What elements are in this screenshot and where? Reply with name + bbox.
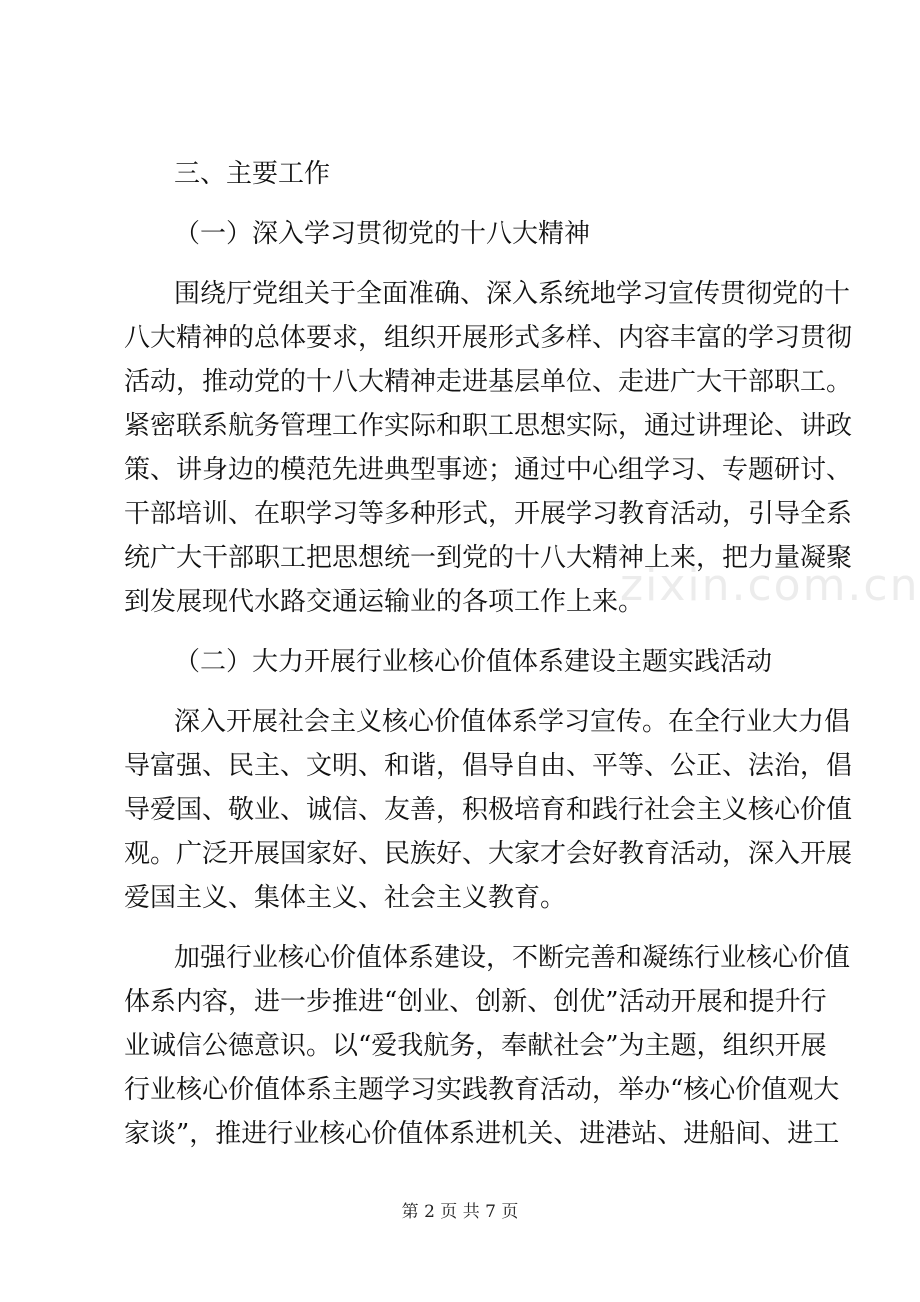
paragraph-line: 紧密联系航务管理工作实际和职工思想实际，通过讲理论、讲政: [124, 411, 853, 441]
document-body: [124, 152, 853, 1156]
paragraph-line: 干部培训、在职学习等多种形式，开展学习教育活动，引导全系: [124, 499, 853, 529]
paragraph-line: 导富强、民主、文明、和谐，倡导自由、平等、公正、法治，倡: [124, 751, 853, 781]
subsection-title-1: （一）深入学习贯彻党的十八大精神: [174, 219, 591, 249]
paragraph-line: 家谈”，推进行业核心价值体系进机关、进港站、进船间、进工: [124, 1119, 840, 1149]
paragraph-3: [124, 936, 851, 1156]
page-footer: 第 2 页 共 7 页: [401, 1202, 519, 1222]
paragraph-2: [124, 700, 853, 920]
paragraph-line: 八大精神的总体要求，组织开展形式多样、内容丰富的学习贯彻: [124, 323, 853, 353]
paragraph-1: [124, 272, 853, 624]
paragraph-line: 深入开展社会主义核心价值体系学习宣传。在全行业大力倡: [174, 707, 851, 737]
paragraph-line: 导爱国、敬业、诚信、友善，积极培育和践行社会主义核心价值: [124, 795, 853, 825]
paragraph-line: 围绕厅党组关于全面准确、深入系统地学习宣传贯彻党的十: [174, 279, 851, 309]
paragraph-line: 活动，推动党的十八大精神走进基层单位、走进广大干部职工。: [124, 367, 853, 397]
watermark: zixin.com.cn: [620, 560, 920, 611]
paragraph-line: 爱国主义、集体主义、社会主义教育。: [124, 883, 567, 913]
paragraph-line: 到发展现代水路交通运输业的各项工作上来。: [124, 587, 645, 617]
paragraph-line: 策、讲身边的模范先进典型事迹；通过中心组学习、专题研讨、: [124, 455, 853, 485]
paragraph-line: 统广大干部职工把思想统一到党的十八大精神上来，把力量凝聚: [124, 543, 853, 573]
section-title: 三、主要工作: [174, 159, 331, 189]
paragraph-line: 体系内容，进一步推进“创业、创新、创优”活动开展和提升行: [124, 987, 827, 1017]
paragraph-line: 业诚信公德意识。以“爱我航务，奉献社会”为主题，组织开展: [124, 1031, 827, 1061]
paragraph-line: 加强行业核心价值体系建设，不断完善和凝练行业核心价值: [174, 943, 851, 973]
subsection-title-2: （二）大力开展行业核心价值体系建设主题实践活动: [174, 647, 773, 677]
paragraph-line: 行业核心价值体系主题学习实践教育活动，举办“核心价值观大: [124, 1075, 840, 1105]
paragraph-line: 观。广泛开展国家好、民族好、大家才会好教育活动，深入开展: [124, 839, 853, 869]
